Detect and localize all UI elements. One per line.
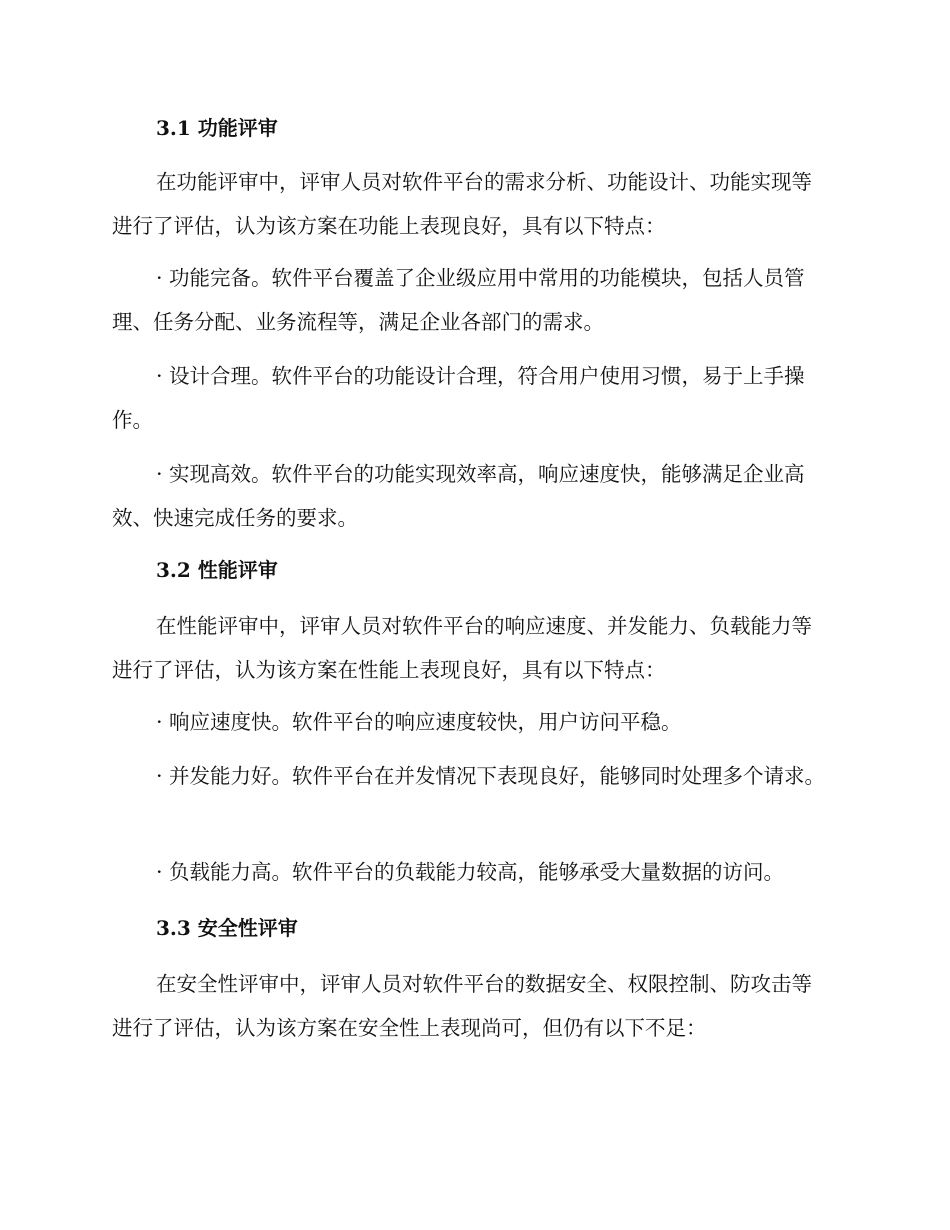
section-intro-3-3: 在安全性评审中，评审人员对软件平台的数据安全、权限控制、防攻击等进行了评估，认为该方案在安全性上表现尚可，但仍有以下不足： [112, 972, 812, 1040]
section-intro-3-2: 在性能评审中，评审人员对软件平台的响应速度、并发能力、负载能力等进行了评估，认为该方案在性能上表现良好，具有以下特点： [112, 614, 812, 682]
section-heading-3-1: 3.1 功能评审 [156, 116, 278, 140]
section-heading-3-3: 3.3 安全性评审 [156, 916, 298, 940]
section-heading-3-2: 3.2 性能评审 [156, 558, 278, 582]
section-intro-3-1: 在功能评审中，评审人员对软件平台的需求分析、功能设计、功能实现等进行了评估，认为该方案在功能上表现良好，具有以下特点： [112, 170, 812, 238]
bullet-item: · 负载能力高。软件平台的负载能力较高，能够承受大量数据的访问。 [156, 860, 785, 884]
bullet-item: · 响应速度快。软件平台的响应速度较快，用户访问平稳。 [156, 710, 682, 734]
bullet-item: · 并发能力好。软件平台在并发情况下表现良好，能够同时处理多个请求。 [156, 764, 826, 788]
bullet-item: · 功能完备。软件平台覆盖了企业级应用中常用的功能模块，包括人员管理、任务分配、业务流程等，满足企业各部门的需求。 [112, 266, 805, 334]
bullet-item: · 实现高效。软件平台的功能实现效率高，响应速度快，能够满足企业高效、快速完成任务的要求。 [112, 462, 805, 530]
bullet-item: · 设计合理。软件平台的功能设计合理，符合用户使用习惯，易于上手操作。 [112, 364, 805, 432]
